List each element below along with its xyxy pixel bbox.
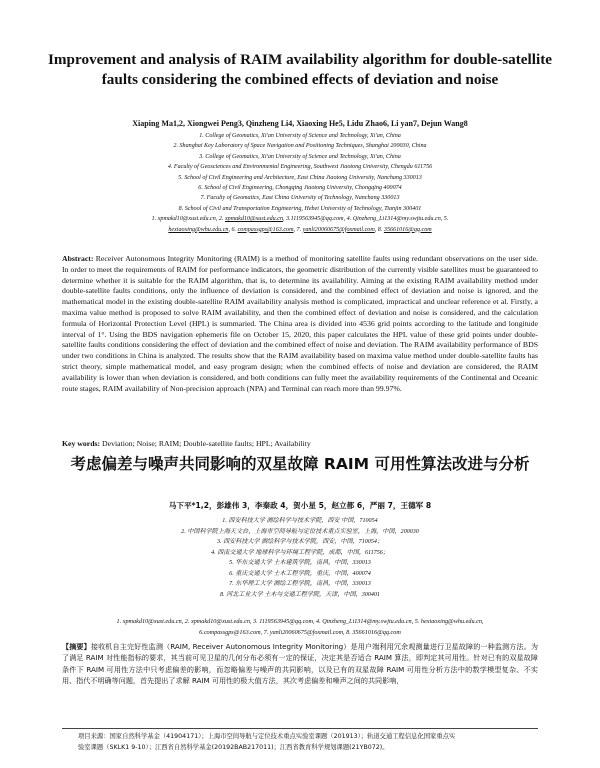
email-line-1 [40, 214, 560, 224]
affiliation-item: 6. School of Civil Engineering, Chongqing Jiaotong University, Chongqing 400074 [198, 185, 402, 192]
email-line-2 [40, 225, 560, 235]
affiliation-item: 2. Shanghai Key Laboratory of Space Navigation and Positioning Techniques, Shanghai 200030, China [173, 143, 427, 150]
affiliation-item: 2. 中国科学院上海天文台，上海市空间导航与定位技术重点实验室，上海，中国，200030 [181, 528, 419, 535]
email-list-cn [62, 617, 538, 638]
affiliation-item: 5. School of Civil Engineering and Architecture, East China Jiaotong University, Nanchang 330013 [178, 174, 422, 181]
paper-title-cn: 考虑偏差与噪声共同影响的双星故障 RAIM 可用性算法改进与分析 [70, 455, 530, 473]
keywords-en [62, 439, 538, 449]
footnote-line-2: 验室课题（SKLK1 9-10）；江西省自然科学基金(20192BAB217011)；江西省教育科学规划课题(21YB072)。 [78, 744, 389, 751]
affiliation-item: 1. College of Geomatics, Xi'an University of Science and Technology, Xi'an, China [199, 133, 401, 139]
affiliation-list-cn [40, 516, 560, 600]
affiliation-item: 7. Faculty of Geomatics, East China University of Technology, Nanchang 330013 [200, 195, 400, 202]
affiliation-item: 6. 重庆交通大学 土木工程学院，重庆，中国，400074 [229, 570, 371, 577]
email-line-1: 1. xpmakd10@xust.edu.cn, 2. xpmakd10@xust.edu.cn, 3. 1119563945@qq.com, 4. Qinzheng_Li1314@my.swjtu.edu.cn, 5. hexiaoxing@whu.edu.cn, [116, 618, 484, 625]
paper-title-en: Improvement and analysis of RAIM availability algorithm for double-satellite faults considering the combined effects of deviation and noise [48, 51, 552, 88]
abstract-label-en: Abstract: [62, 254, 94, 263]
email-link[interactable]: hexiaoxing@whu.edu.cn [168, 226, 229, 233]
email-link[interactable]: 35661016@qq.com [383, 226, 432, 233]
email-link[interactable]: xpmakd10@xust.edu.cn [224, 216, 284, 223]
author-list-en: Xiaping Ma1,2, Xiongwei Peng3, Qinzheng Li4, Xiaoxing He5, Lidu Zhao6, Li yan7, Dejun Wang8 [132, 119, 468, 128]
email-text: , 3.1119563945@qq.com, 4. Qinzheng_Li1314@my.swjtu.edu.cn, 5. [283, 216, 449, 223]
email-link[interactable]: yanli20060675@foxmail.com [302, 226, 375, 233]
email-text: , 8. [374, 226, 384, 233]
affiliation-item: 8. 河北工业大学 土木与交通工程学院，天津，中国，300401 [220, 591, 380, 598]
email-text: 1. xpmakd10@xust.edu.cn, 2. [151, 216, 225, 223]
email-link[interactable]: compassgps@163.com [237, 226, 294, 233]
keywords-label-en: Key words: [62, 439, 101, 448]
funding-footnote [78, 731, 528, 753]
email-line-2: 6.compassgps@163.com, 7. yanli20060675@foxmail.com, 8. 35661016@qq.com [199, 628, 401, 636]
affiliation-item: 4. 西南交通大学 地球科学与环境工程学院，成都，中国，611756； [211, 549, 389, 556]
abstract-cn [62, 641, 538, 687]
affiliation-item: 3. 西安科技大学 测绘科学与技术学院，西安，中国，710054； [216, 539, 384, 545]
abstract-text-cn: 接收机自主完好性监测（RAIM, Receiver Autonomous Integrity Monitoring）是用户端利用冗余观测量进行卫星故障的一种监测方法。为了满足 RAIM 对性能指标的要求，其当前可见卫星的几何分布必须有一定的保证，决定其是否适合 RAIM 算法，即判定其可用性。针对已有的双星故障条件下 RAIM 可用性方法中只考虑偏差的影响，而忽略偏差与噪声的共同影响，以及已有的双星故障 RAIM 可用性分析方法中的数学模型复杂、不实用、指代不明确等问题，首先提出了求解 RAIM 可用性的极大值方法，其次考虑偏差和噪声之间的共同影响， [62, 642, 539, 686]
affiliation-item: 3. College of Geomatics, Xi'an University of Science and Technology, Xi'an, China [199, 153, 401, 160]
affiliation-item: 5. 华东交通大学 土木建筑学院，南昌，中国，330013 [229, 560, 371, 566]
affiliation-item: 8. School of Civil and Transportation Engineering, Hebei University of Technology, Tianjin 300401 [178, 205, 422, 212]
abstract-label-cn: 【摘要】 [62, 642, 91, 651]
email-text: , 6. [228, 226, 238, 233]
abstract-text-en: Receiver Autonomous Integrity Monitoring (RAIM) is a method of monitoring satellite faults using redundant observations on the user side. In order to meet the requirements of RAIM for performance indicators, the geometric distribution of the currently visible satellites must be guaranteed to determine whether it is suitable for the RAIM algorithm, that is, to determine its availability. Aiming at the existing RAIM availability method under double-satellite faults conditions, only the influence of deviation is considered, and the combined effect of deviation and noise is ignored, and the mathematical model in the existing double-satellite RAIM availability analysis method is complicated, impractical and unclear reference et al. Firstly, a maxima value method is proposed to solve RAIM availability, and then the combined effect of deviation and noise is considered, and the calculation formula of Horizontal Protection Level (HPL) is summaried. The China area is divided into 4536 grid points according to the latitude and longitude interval of 1°. Using the BDS navigation ephemeris file on October 15, 2020, this paper calculates the HPL value of these grid points under double-satellite faults conditions considering the effect of deviation and the combined effect of noise and deviation. The RAIM availability performance of BDS under two conditions in China is analyzed. The results show that the RAIM availability based on maxima value method under double-satellite faults has strict theory, simple mathematical model, and easy program design; when the combined effects of noise and deviation are considered, the RAIM availability is lower than when deviation is considered, and both conditions can fully meet the availability requirements of the Continental and Oceanic route stages, RAIM availability of Non-precision approach (NPA) and Terminal can reach more than 99.97%. [62, 254, 538, 393]
author-list-cn: 马下平*1,2，彭雄伟 3，李秦政 4，贺小星 5，赵立都 6，严丽 7，王德军 8 [168, 501, 432, 510]
footnote-divider [62, 728, 538, 729]
abstract-en [62, 254, 538, 394]
affiliation-list-en [40, 131, 560, 235]
affiliation-item: 7. 东华理工大学 测绘工程学院，南昌，中国，330013 [229, 581, 371, 587]
affiliation-item: 1. 西安科技大学 测绘科学与技术学院，西安 中国，710054 [222, 518, 378, 524]
affiliation-item: 4. Faculty of Geosciences and Environmental Engineering, Southwest Jiaotong University, Chengdu 611756 [167, 164, 433, 171]
email-text: , 7. [293, 226, 303, 233]
keywords-text-en: Deviation; Noise; RAIM; Double-satellite faults; HPL; Availability [102, 439, 311, 448]
footnote-line-1: 项目来源：国家自然科学基金（41904171）；上海市空间导航与定位技术重点实验室课题（201913）；轨道交通工程信息化国家重点实 [78, 733, 456, 740]
